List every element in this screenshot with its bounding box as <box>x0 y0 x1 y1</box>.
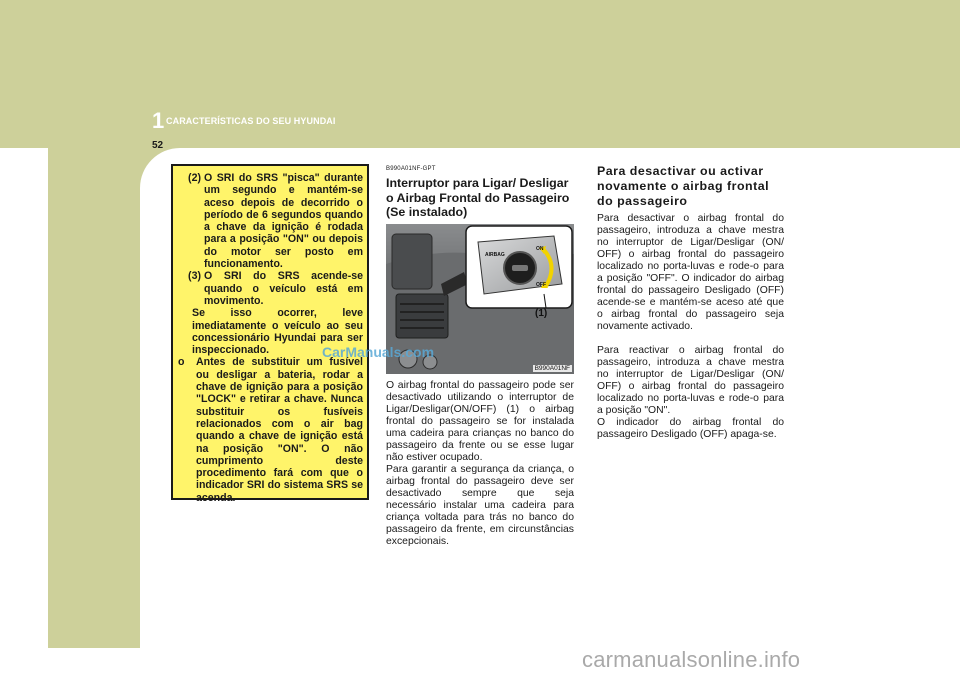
warning-bullet <box>177 356 363 504</box>
column-2-body <box>386 380 574 548</box>
warning-bullet-text: Antes de substituir um fusível ou desligar a bateria, rodar a chave de ignição para a posição "LOCK" e retirar a chave. Nunca substituir os fusíveis relacionados com o air bag quando a chave de ignição está na posição "ON". O não cumprimento deste procedimento fará com que o indicador SRI do sistema SRS se acenda. <box>196 356 363 504</box>
chapter-number: 1 <box>152 108 165 133</box>
switch-label-off: OFF <box>536 281 546 288</box>
warning-item-2 <box>177 172 363 270</box>
watermark-inline: CarManuals.com <box>322 344 435 360</box>
warning-item-2-text: O SRI do SRS "pisca" durante um segundo e mantém-se aceso depois de decorrido o período de 6 segundos quando a chave da ignição é rodada para a posição "ON" ou depois do motor ser posto em funcionamento. <box>204 172 363 271</box>
column-3-para-3: O indicador do airbag frontal do passageiro Desligado (OFF) apaga-se. <box>597 417 784 440</box>
warning-item-3-text: O SRI do SRS acende-se quando o veículo está em movimento. <box>204 270 363 307</box>
chapter-title: CARACTERÍSTICAS DO SEU HYUNDAI <box>166 116 336 126</box>
watermark-footer: carmanualsonline.info <box>582 647 801 672</box>
column-3-para-1: Para desactivar o airbag frontal do passageiro, introduza a chave mestra no interruptor de Ligar/Desligar (ON/ OFF) o airbag frontal do passageiro localizado no porta-luvas e rode-o para a posição "OFF". O indicador do airbag frontal do passageiro Desligado (OFF) acende-se e mantém-se aceso até que o airbag frontal do passageiro seja novamente activado. <box>597 213 784 332</box>
column-3-body <box>597 213 784 441</box>
warning-item-3 <box>177 270 363 307</box>
column-2-para-1: O airbag frontal do passageiro pode ser desactivado utilizando o interruptor de Ligar/Desligar(ON/OFF) (1) o airbag frontal do passageiro se for instalada uma cadeira para crianças no banco do passageiro da frente ou se esse lugar não estiver ocupado. <box>386 379 574 463</box>
warning-item-3-number: (3) <box>188 270 201 283</box>
warning-box <box>171 164 369 504</box>
column-2-para-2: Para garantir a segurança da criança, o airbag frontal do passageiro deve ser desactivado sempre que seja necessário instalar uma cadeira para criança voltada para trás no banco do passageiro da frente, em circunstâncias excepcionais. <box>386 463 574 547</box>
bullet-mark: o <box>178 356 185 369</box>
column-3-para-2: Para reactivar o airbag frontal do passageiro, introduza a chave mestra no interruptor de Ligar/Desligar (ON/ OFF) o airbag frontal do passageiro localizado no porta-luvas e rode-o para a posição "ON". <box>597 345 784 416</box>
switch-label-on: ON <box>536 245 544 252</box>
figure-code: B990A01NF <box>534 364 570 372</box>
column-3-heading: Para desactivar ou activar novamente o airbag frontal do passageiro <box>597 164 770 208</box>
warning-item-2-number: (2) <box>188 172 201 184</box>
figure-callout: (1) <box>535 307 548 319</box>
section-heading: Interruptor para Ligar/ Desligar o Airbag Frontal do Passageiro (Se instalado) <box>386 176 570 219</box>
column-3 <box>597 164 784 441</box>
page-number: 52 <box>152 140 164 151</box>
warning-paragraph: Se isso ocorrer, leve imediatamente o veículo ao seu concessionário Hyundai para ser inspeccionado. <box>192 307 363 357</box>
switch-label-airbag: AIRBAG <box>485 251 505 258</box>
header-band <box>0 0 960 148</box>
section-code: B990A01NF-GPT <box>386 166 436 172</box>
